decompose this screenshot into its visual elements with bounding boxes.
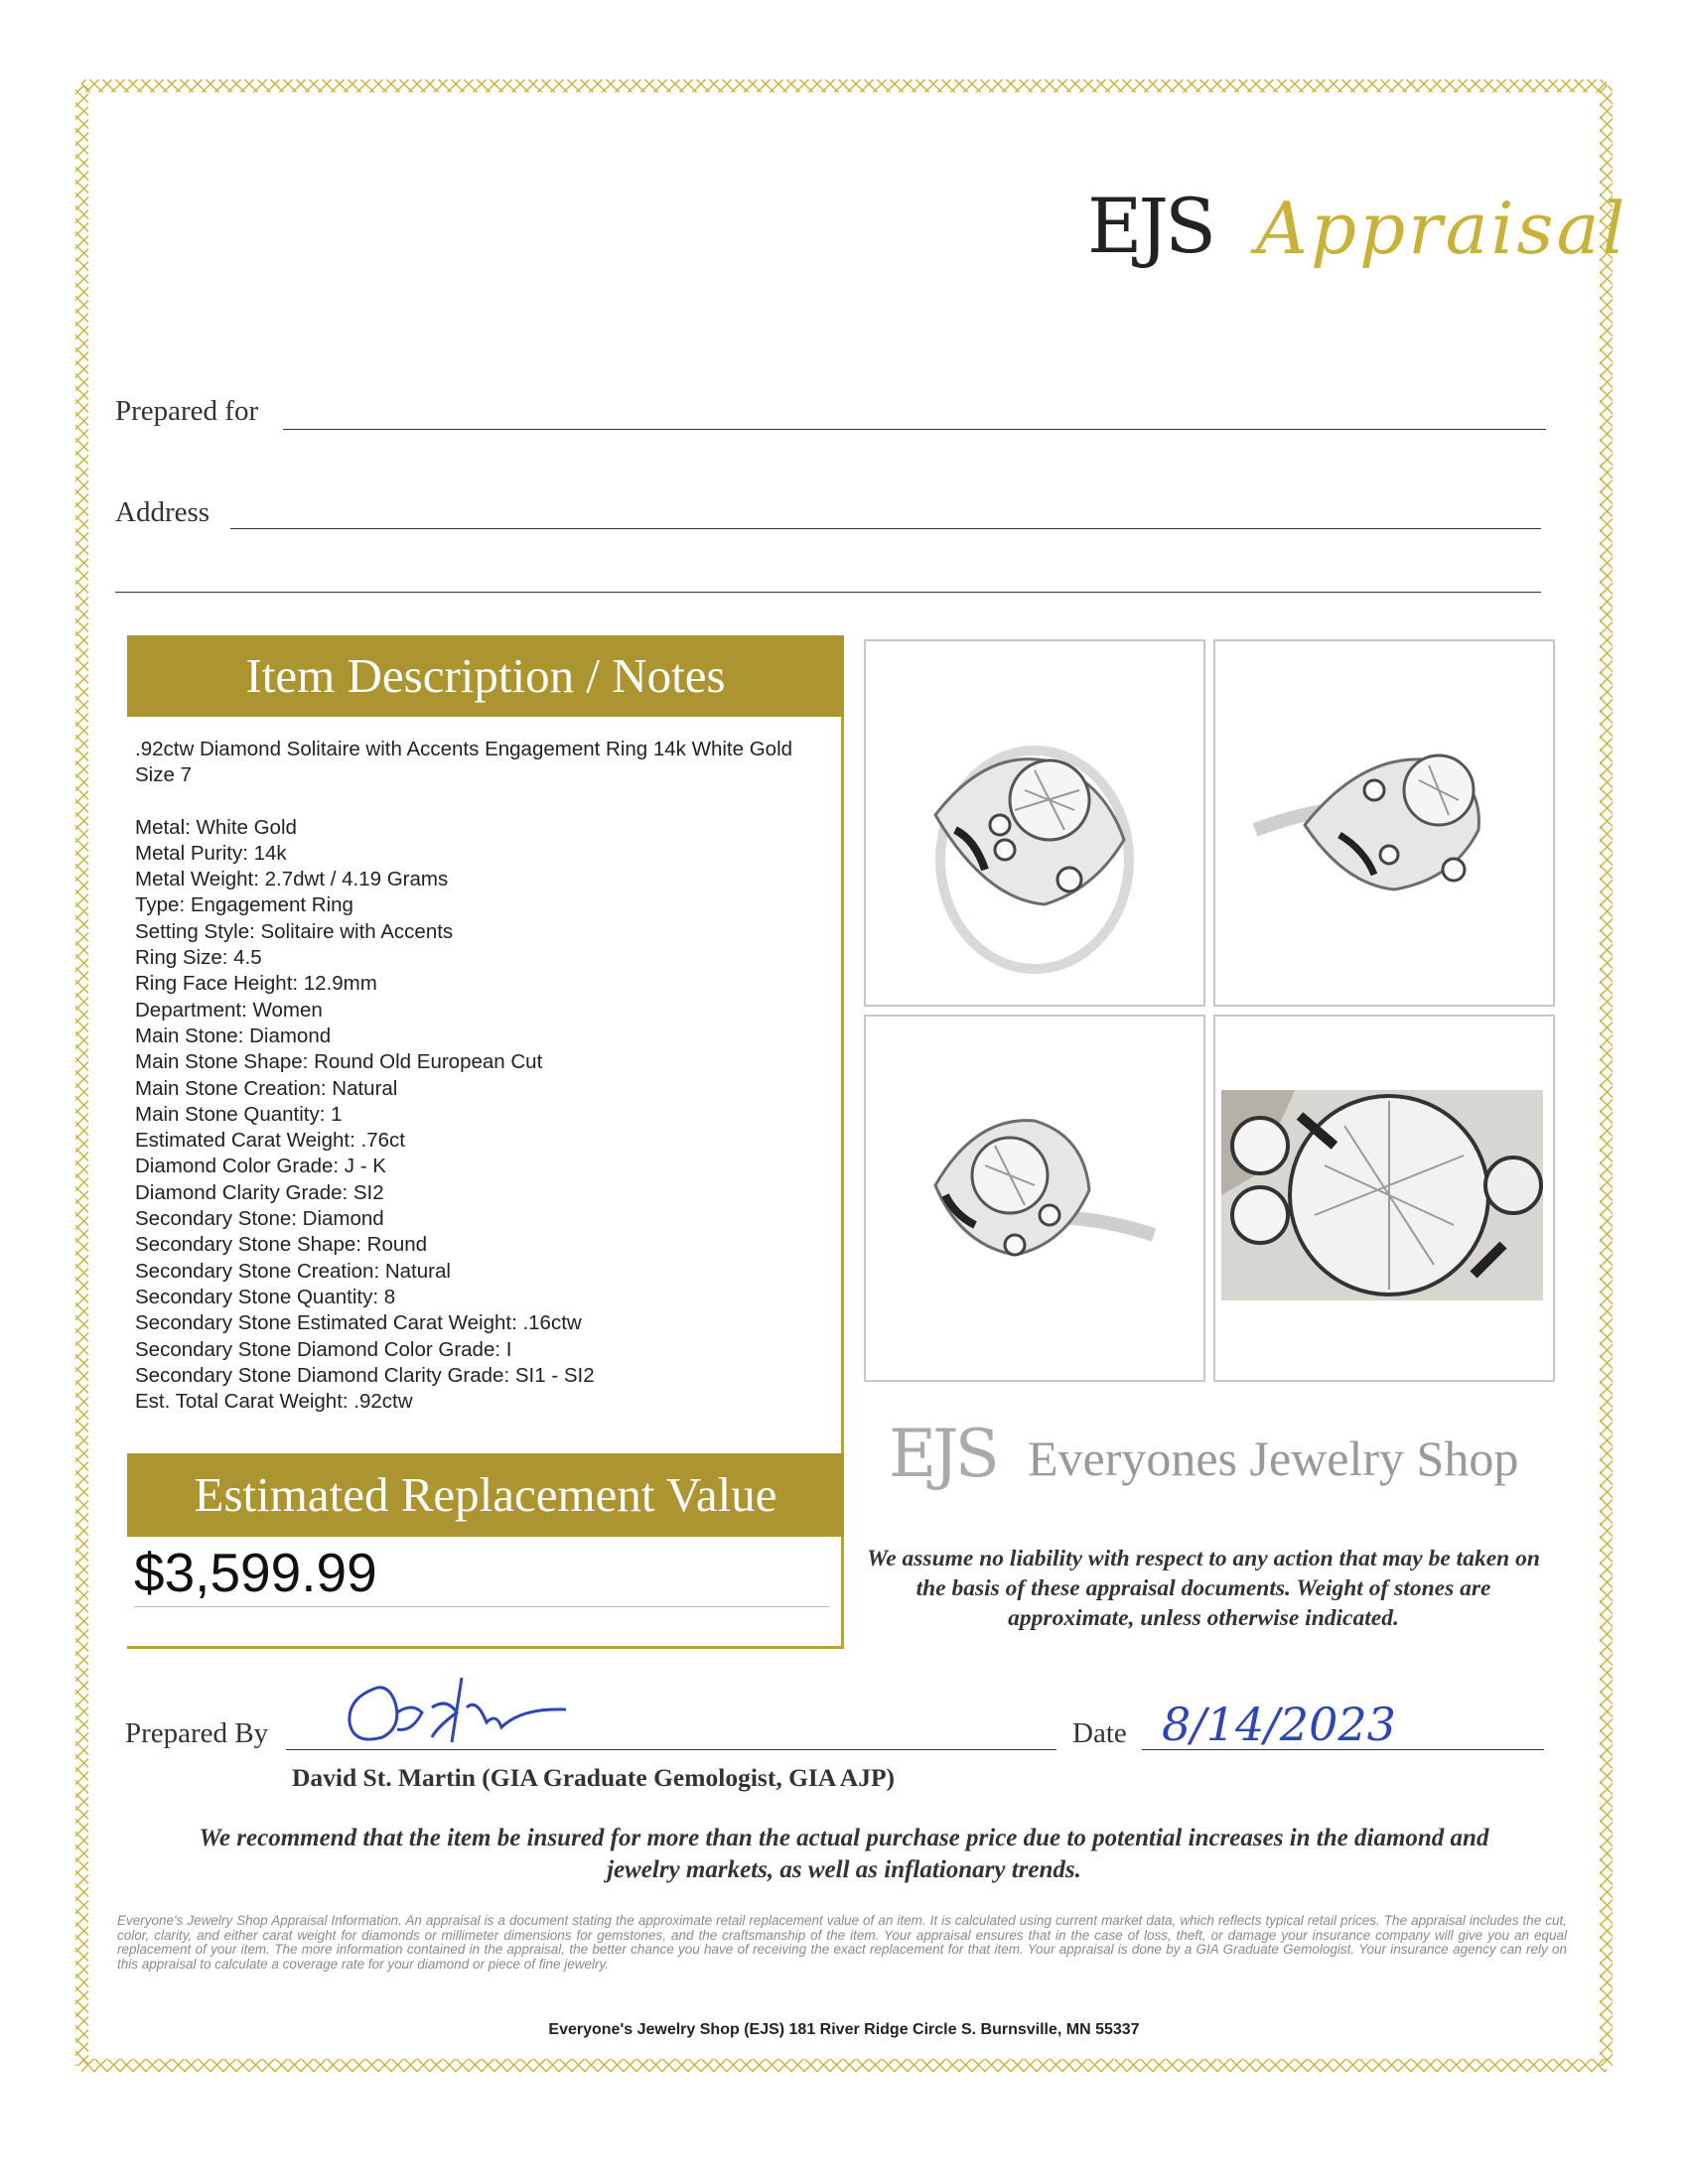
item-spec-row: Diamond Clarity Grade: SI2 (135, 1180, 384, 1204)
item-spec-row: Ring Size: 4.5 (135, 946, 262, 970)
item-spec-row: Main Stone Quantity: 1 (135, 1102, 343, 1126)
item-spec-row: Main Stone: Diamond (135, 1024, 332, 1047)
item-spec-row: Main Stone Creation: Natural (135, 1076, 398, 1100)
item-spec-row: Department: Women (135, 998, 323, 1022)
ring-photo-closeup (1213, 1015, 1555, 1382)
ejs-logo (1087, 182, 1213, 270)
item-spec-row: Ring Face Height: 12.9mm (135, 972, 377, 996)
item-spec-row: Main Stone Shape: Round Old European Cut (135, 1050, 543, 1074)
footer-address: Everyone's Jewelry Shop (EJS) 181 River Ridge Circle S. Burnsville, MN 55337 (548, 2021, 1140, 2038)
ejs-logo-text: EJS (1087, 182, 1213, 270)
item-summary: .92ctw Diamond Solitaire with Accents Engagement Ring 14k White Gold Size 7 (135, 738, 793, 787)
item-spec-row: Setting Style: Solitaire with Accents (135, 919, 454, 943)
item-description-header: Item Description / Notes (127, 635, 844, 717)
appraiser-name: David St. Martin (GIA Graduate Gemologist, GIA AJP) (292, 1763, 896, 1792)
item-spec-row: Secondary Stone Creation: Natural (135, 1259, 451, 1283)
item-description-text (135, 737, 830, 1415)
item-spec-row: Metal Weight: 2.7dwt / 4.19 Grams (135, 868, 449, 891)
shop-logo-text: EJS (889, 1416, 996, 1492)
item-spec-row: Metal: White Gold (135, 815, 297, 839)
ring-photo-front (864, 639, 1205, 1007)
item-spec-row: Secondary Stone: Diamond (135, 1207, 384, 1231)
item-spec-list (135, 815, 830, 1416)
item-spec-row: Type: Engagement Ring (135, 893, 353, 917)
item-spec-row: Secondary Stone Shape: Round (135, 1233, 428, 1257)
shop-logo (889, 1416, 996, 1492)
ring-photo-side (1213, 639, 1555, 1007)
item-spec-row: Secondary Stone Diamond Clarity Grade: SI1 - SI2 (135, 1363, 595, 1387)
address-line-2[interactable] (115, 592, 1541, 593)
item-spec-row: Estimated Carat Weight: .76ct (135, 1129, 405, 1153)
appraisal-fine-print: Everyone's Jewelry Shop Appraisal Information. An appraisal is a document stating the approximate retail replacement value of an item. It is calculated using current market data, which reflects typical retail prices. The appraisal includes the cut, color, clarity, and either carat weight for diamonds or millimeter dimensions for gemstones, and the craftsmanship of the item. Your appraisal ensures that in the case of loss, theft, or damage your insurance company will give you an equal replacement of your item. The more information contained in the appraisal, the better chance you have of receiving the exact replacement for that item. Your appraisal is done by a GIA Graduate Gemologist. Your insurance agency can rely on this appraisal to calculate a coverage rate for your diamond or piece of fine jewelry. (117, 1913, 1567, 1972)
item-spec-row: Metal Purity: 14k (135, 841, 287, 865)
prepared-by-label: Prepared By (125, 1717, 269, 1749)
prepared-for-line[interactable] (283, 429, 1546, 430)
replacement-value: $3,599.99 (134, 1542, 377, 1603)
item-spec-row: Secondary Stone Diamond Color Grade: I (135, 1337, 512, 1361)
item-spec-row: Secondary Stone Quantity: 8 (135, 1285, 396, 1308)
prepared-for-label: Prepared for (115, 395, 259, 427)
date-value: 8/14/2023 (1162, 1698, 1396, 1751)
item-spec-row: Diamond Color Grade: J - K (135, 1155, 386, 1178)
insurance-recommendation: We recommend that the item be insured for more than the actual purchase price due to potential increases in the diamond and jewelry markets, as well as inflationary trends. (199, 1825, 1489, 1883)
handwritten-signature (338, 1668, 596, 1752)
appraisal-title: Appraisal (1256, 187, 1628, 270)
shop-name: Everyones Jewelry Shop (1028, 1431, 1519, 1486)
address-line-1[interactable] (230, 528, 1541, 529)
value-underline (134, 1606, 829, 1607)
ring-photo-angle (864, 1015, 1205, 1382)
item-spec-row: Secondary Stone Estimated Carat Weight: .16ctw (135, 1311, 582, 1335)
address-label: Address (115, 496, 211, 528)
liability-disclaimer: We assume no liability with respect to any action that may be taken on the basis of these appraisal documents. Weight of stones are approximate, unless otherwise indicated. (867, 1546, 1540, 1631)
replacement-value-header: Estimated Replacement Value (127, 1453, 844, 1537)
date-label: Date (1072, 1717, 1127, 1749)
item-spec-row: Est. Total Carat Weight: .92ctw (135, 1390, 413, 1414)
